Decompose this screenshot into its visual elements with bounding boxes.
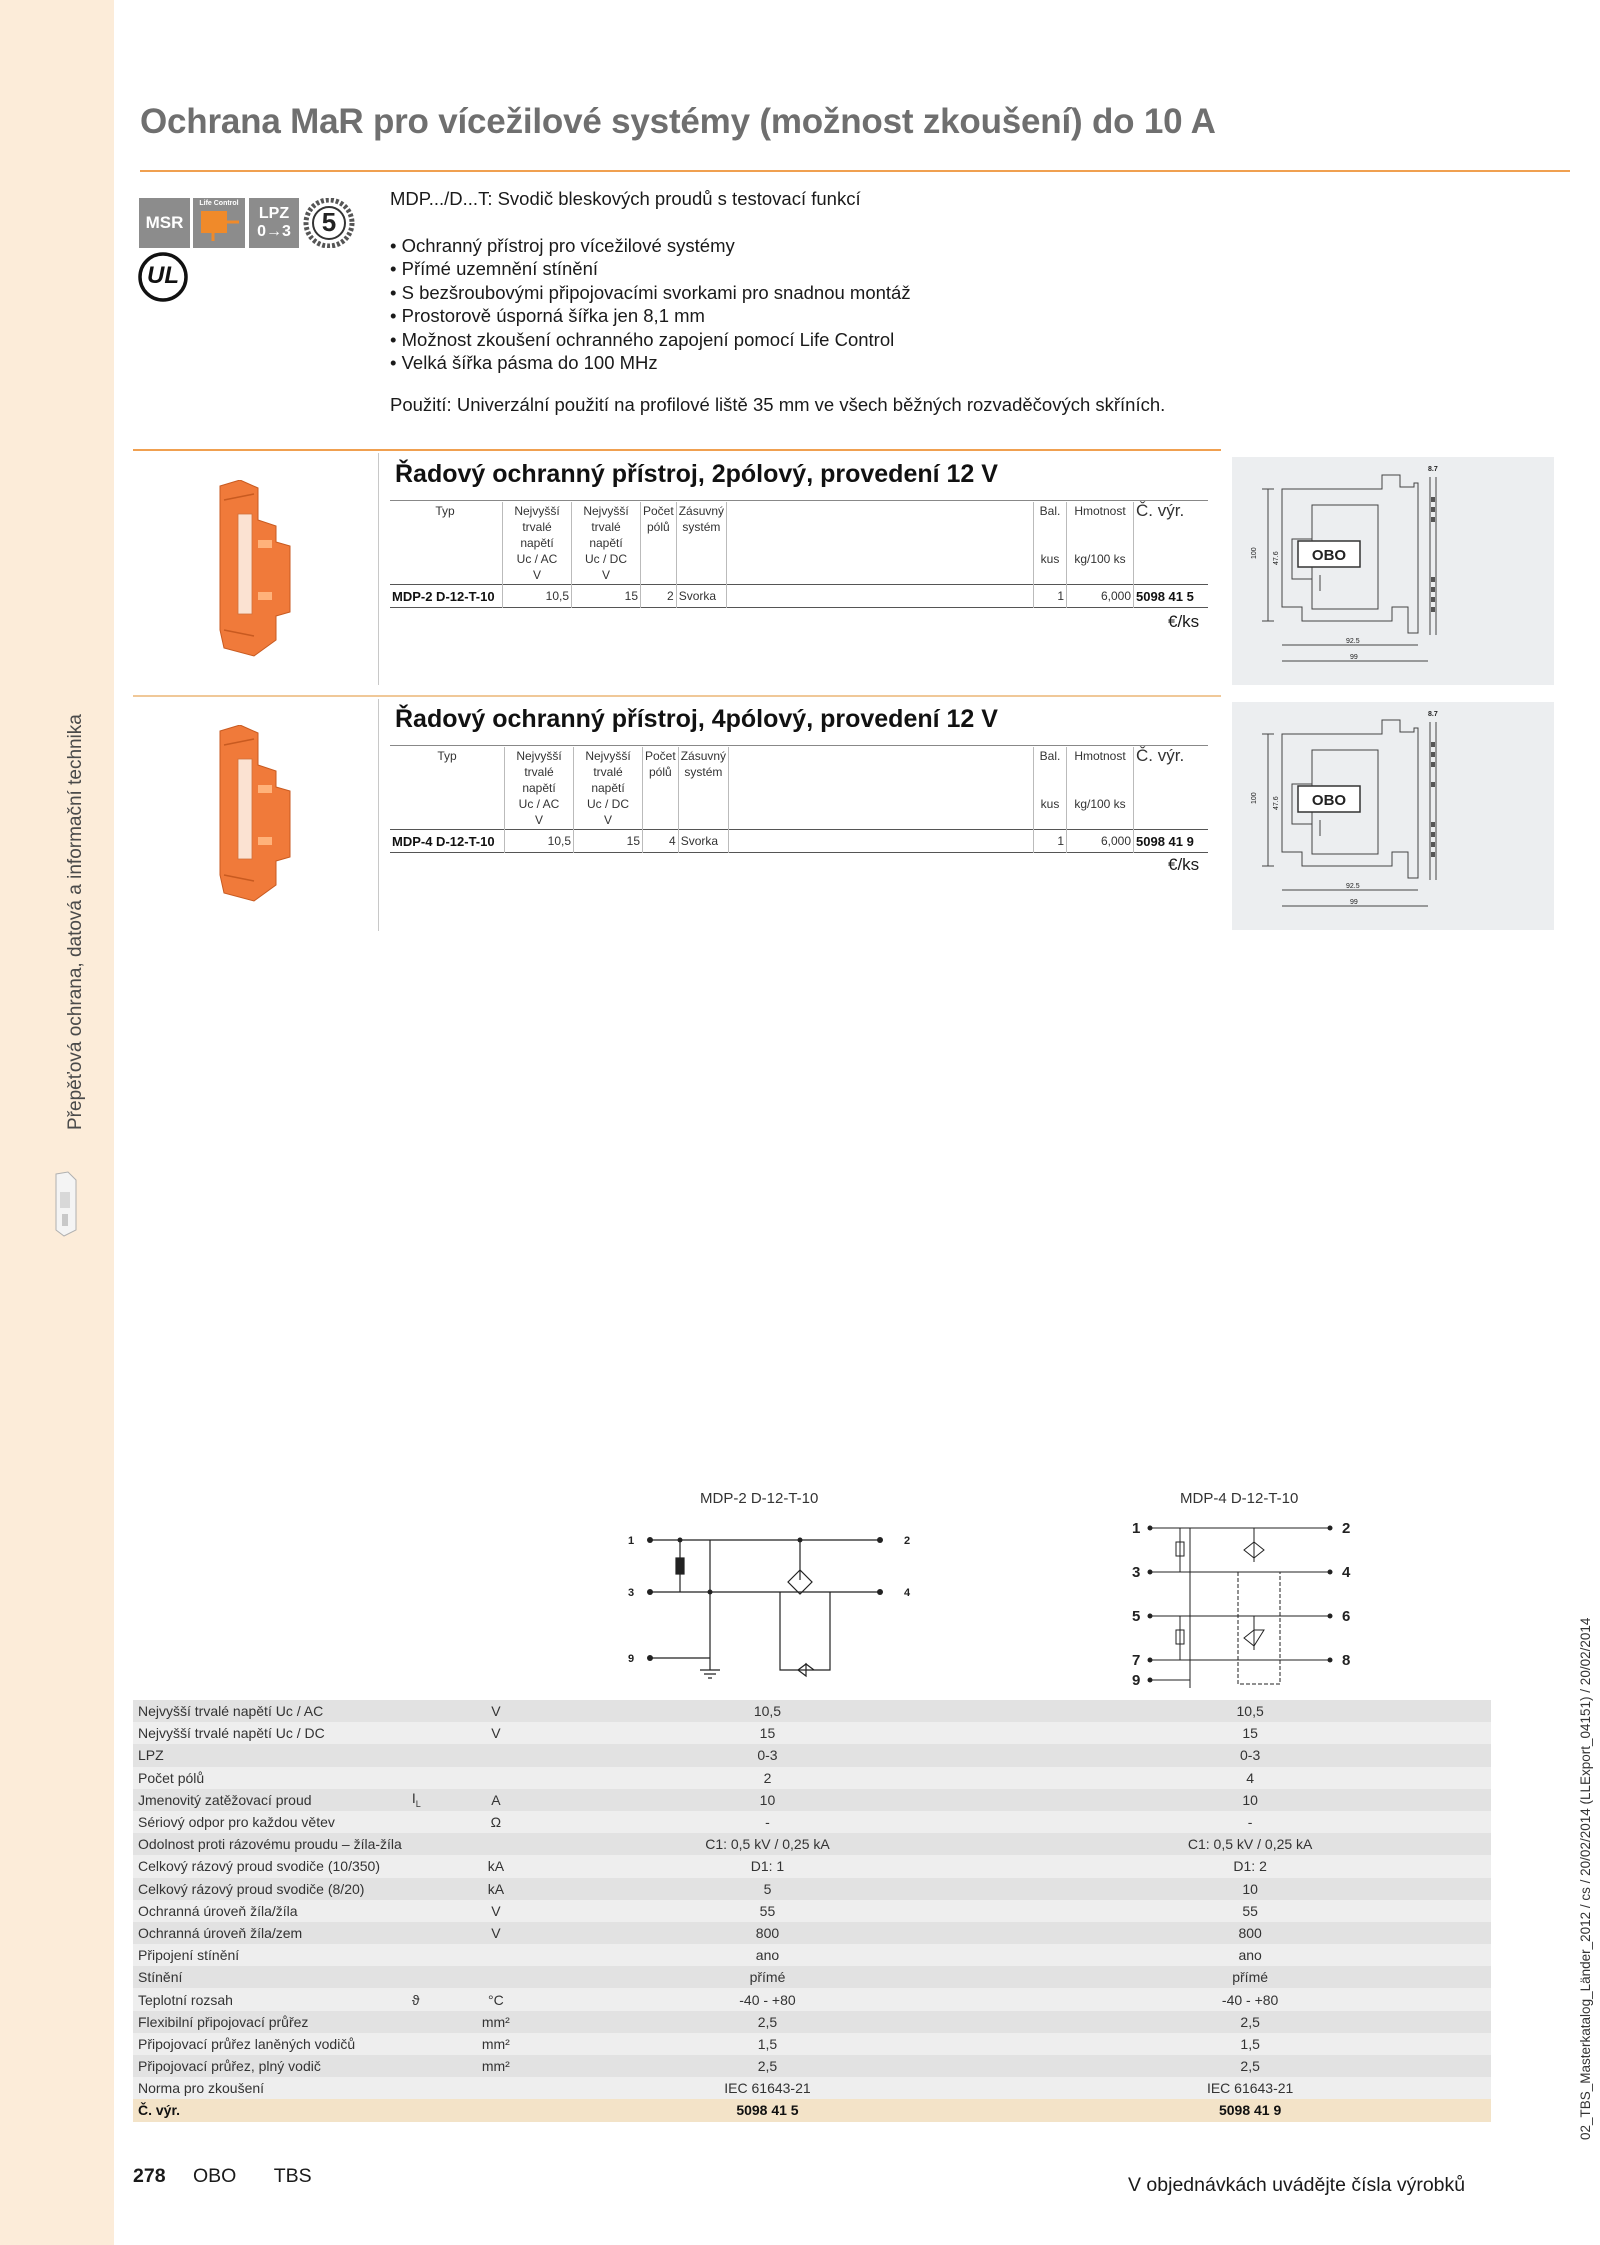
spec-value-mdp2: IEC 61643-21 <box>526 2077 1010 2099</box>
col-bal: Bal. kus <box>1034 502 1067 585</box>
section-divider <box>133 695 1221 697</box>
col-weight: Hmotnost kg/100 ks <box>1067 502 1134 585</box>
spec-label: Připojovací průřez laněných vodičů <box>133 2033 407 2055</box>
spec-value-mdp4: ano <box>1009 1944 1491 1966</box>
spec-label: Ochranná úroveň žíla/žíla <box>133 1900 407 1922</box>
product-bal: 1 <box>1034 585 1067 608</box>
pin-label: 4 <box>904 1587 911 1599</box>
spec-symbol <box>407 1922 466 1944</box>
spec-unit: V <box>466 1722 526 1744</box>
spec-row <box>133 1722 1491 1744</box>
spec-symbol <box>407 1767 466 1789</box>
spec-row <box>133 1744 1491 1766</box>
spec-value-mdp4: 2,5 <box>1009 2055 1491 2077</box>
spec-symbol <box>407 1966 466 1988</box>
pin-label: 9 <box>1132 1672 1141 1689</box>
spec-label: Flexibilní připojovací průřez <box>133 2011 407 2033</box>
pin-label: 2 <box>904 1535 911 1547</box>
spec-symbol <box>407 2077 466 2099</box>
module-thumbnail-icon <box>50 1170 80 1240</box>
spec-value-mdp4: 2,5 <box>1009 2011 1491 2033</box>
footer-left <box>133 2165 312 2188</box>
spec-unit: Ω <box>466 1811 526 1833</box>
ul-text: UL <box>147 262 179 289</box>
spec-label: Stínění <box>133 1966 407 1988</box>
spec-row <box>133 2033 1491 2055</box>
product-title: Řadový ochranný přístroj, 4pólový, provedení 12 V <box>395 705 998 733</box>
product-art-number: 5098 41 9 <box>1134 830 1209 853</box>
dimension-drawing-mdp2 <box>1232 457 1554 685</box>
life-control-badge-icon <box>193 198 245 248</box>
dim-width1: 92.5 <box>1346 638 1360 645</box>
spec-row <box>133 1855 1491 1877</box>
dim-width-top: 8.7 <box>1428 711 1438 718</box>
ul-certification-icon <box>137 251 189 303</box>
pin-label: 2 <box>1342 1520 1351 1537</box>
image-column-divider <box>378 453 379 685</box>
product-art-number: 5098 41 5 <box>1134 585 1209 608</box>
spec-row <box>133 1900 1491 1922</box>
spec-value-mdp2: C1: 0,5 kV / 0,25 kA <box>526 1833 1010 1855</box>
spec-row <box>133 1988 1491 2010</box>
spec-label: Celkový rázový proud svodiče (8/20) <box>133 1878 407 1900</box>
product-type: MDP-2 D-12-T-10 <box>392 588 495 604</box>
product-title: Řadový ochranný přístroj, 2pólový, provedení 12 V <box>395 460 998 488</box>
page-number: 278 <box>133 2165 166 2187</box>
spec-label: Teplotní rozsah <box>133 1988 407 2010</box>
msr-badge-text: MSR <box>145 213 184 232</box>
spec-value-mdp2: 0-3 <box>526 1744 1010 1766</box>
spec-value-mdp2: 800 <box>526 1922 1010 1944</box>
spec-label: Počet pólů <box>133 1767 407 1789</box>
product-weight: 6,000 <box>1067 585 1134 608</box>
col-uc-dc: Nejvyšší trvalé napětí Uc / DC V <box>572 502 641 585</box>
pin-label: 3 <box>628 1587 635 1599</box>
pin-label: 4 <box>1342 1564 1351 1581</box>
drawing-brand: OBO <box>1311 547 1347 564</box>
pin-label: 7 <box>1132 1652 1141 1669</box>
table-top-rule <box>390 500 1208 501</box>
product-image-mdp4 <box>210 725 300 905</box>
spec-unit <box>466 1767 526 1789</box>
col-typ: Typ <box>435 504 455 518</box>
spec-art-mdp4: 5098 41 9 <box>1009 2099 1491 2121</box>
product-uc-dc: 15 <box>572 585 641 608</box>
price-unit: €/ks <box>1168 855 1200 874</box>
spec-row <box>133 1944 1491 1966</box>
spec-symbol <box>407 1878 466 1900</box>
lpz-badge-icon <box>249 198 299 248</box>
product-bal: 1 <box>1034 830 1067 853</box>
col-plug: Zásuvný systém <box>678 747 728 830</box>
pin-label: 1 <box>1132 1520 1141 1537</box>
spec-unit: mm² <box>466 2055 526 2077</box>
drawing-brand: OBO <box>1311 792 1347 809</box>
spec-label: Nejvyšší trvalé napětí Uc / AC <box>133 1700 407 1722</box>
lpz-range-text: 0→3 <box>257 223 291 240</box>
col-poles: Počet pólů <box>643 747 679 830</box>
sidebar <box>0 0 114 2245</box>
spec-label: Připojení stínění <box>133 1944 407 1966</box>
product-plug: Svorka <box>676 585 726 608</box>
feature-bullet: • Velká šířka pásma do 100 MHz <box>390 352 658 373</box>
spec-label: Připojovací průřez, plný vodič <box>133 2055 407 2077</box>
spec-art-mdp2: 5098 41 5 <box>526 2099 1010 2121</box>
spec-value-mdp4: 1,5 <box>1009 2033 1491 2055</box>
spec-symbol <box>407 1944 466 1966</box>
usage-text: Použití: Univerzální použití na profilové liště 35 mm ve všech běžných rozvaděčových skříních. <box>390 393 1166 415</box>
spec-value-mdp4: přímé <box>1009 1966 1491 1988</box>
dim-width2: 99 <box>1350 654 1358 661</box>
product-weight: 6,000 <box>1067 830 1134 853</box>
spec-unit: kA <box>466 1878 526 1900</box>
image-column-divider <box>378 699 379 931</box>
dim-width-top: 8.7 <box>1428 466 1438 473</box>
catalog-export-code: 02_TBS_Masterkatalog_Länder_2012 / cs / 20/02/2014 (LLExport_04151) / 20/02/2014 <box>1578 1617 1593 2140</box>
col-weight: Hmotnost kg/100 ks <box>1067 747 1134 830</box>
spec-label: LPZ <box>133 1744 407 1766</box>
col-uc-dc: Nejvyšší trvalé napětí Uc / DC V <box>574 747 643 830</box>
spec-unit: mm² <box>466 2033 526 2055</box>
spec-row <box>133 1811 1491 1833</box>
spec-label: Celkový rázový proud svodiče (10/350) <box>133 1855 407 1877</box>
price-unit: €/ks <box>1168 612 1200 631</box>
spec-value-mdp4: 800 <box>1009 1922 1491 1944</box>
spec-symbol <box>407 1700 466 1722</box>
spec-value-mdp4: 55 <box>1009 1900 1491 1922</box>
spec-value-mdp4: - <box>1009 1811 1491 1833</box>
spec-value-mdp2: 2,5 <box>526 2055 1010 2077</box>
pin-label: 5 <box>1132 1608 1141 1625</box>
schematic-title: MDP-4 D-12-T-10 <box>1180 1490 1299 1507</box>
spec-label: Nejvyšší trvalé napětí Uc / DC <box>133 1722 407 1744</box>
spec-value-mdp2: 1,5 <box>526 2033 1010 2055</box>
spec-symbol <box>407 2055 466 2077</box>
col-art: Č. výr. <box>1134 502 1209 585</box>
lpz-badge-text: LPZ <box>258 205 290 222</box>
spec-symbol <box>407 1744 466 1766</box>
spec-value-mdp2: D1: 1 <box>526 1855 1010 1877</box>
page-title: Ochrana MaR pro vícežilové systémy (možnost zkoušení) do 10 A <box>140 102 1216 141</box>
spec-unit: V <box>466 1900 526 1922</box>
dim-height: 100 <box>1251 792 1258 804</box>
dim-height: 100 <box>1251 547 1258 559</box>
title-divider <box>140 170 1570 172</box>
feature-bullet: • Možnost zkoušení ochranného zapojení pomocí Life Control <box>390 328 895 350</box>
feature-bullet: • Přímé uzemnění stínění <box>390 258 599 279</box>
schematic-mdp4 <box>1130 1508 1360 1693</box>
five-year-warranty-icon <box>303 198 355 248</box>
spec-symbol <box>407 2011 466 2033</box>
spec-value-mdp4: 4 <box>1009 1767 1491 1789</box>
life-control-badge-text: Life Control <box>199 200 239 207</box>
spec-symbol <box>407 1833 466 1855</box>
pin-label: 3 <box>1132 1564 1141 1581</box>
footer-division: TBS <box>273 2165 312 2187</box>
spec-value-mdp4: 10,5 <box>1009 1700 1491 1722</box>
spec-value-mdp2: ano <box>526 1944 1010 1966</box>
warranty-number: 5 <box>321 207 337 237</box>
product-poles: 4 <box>643 830 679 853</box>
spec-value-mdp2: -40 - +80 <box>526 1988 1010 2010</box>
spec-value-mdp2: 10,5 <box>526 1700 1010 1722</box>
spec-unit <box>466 1966 526 1988</box>
spec-symbol <box>407 1811 466 1833</box>
product-plug: Svorka <box>678 830 728 853</box>
spec-value-mdp2: 10 <box>526 1789 1010 1811</box>
dim-inner: 47.6 <box>1273 551 1280 565</box>
pin-label: 6 <box>1342 1608 1351 1625</box>
spec-unit: kA <box>466 1855 526 1877</box>
feature-bullet: • Ochranný přístroj pro vícežilové systémy <box>390 234 735 256</box>
dim-width1: 92.5 <box>1346 883 1360 890</box>
spec-label: Ochranná úroveň žíla/zem <box>133 1922 407 1944</box>
technical-data-table <box>133 1700 1491 2122</box>
spec-unit <box>466 1833 526 1855</box>
col-poles: Počet pólů <box>641 502 677 585</box>
pin-label: 8 <box>1342 1652 1351 1669</box>
dim-inner: 47.6 <box>1273 796 1280 810</box>
section-divider <box>133 449 1221 451</box>
intro-heading: MDP.../D...T: Svodič bleskových proudů s testovací funkcí <box>390 188 861 209</box>
spec-label: Č. výr. <box>133 2099 407 2121</box>
spec-value-mdp2: 2,5 <box>526 2011 1010 2033</box>
spec-row <box>133 1966 1491 1988</box>
spec-label: Sériový odpor pro každou větev <box>133 1811 407 1833</box>
col-bal: Bal. kus <box>1034 747 1067 830</box>
spec-value-mdp2: 55 <box>526 1900 1010 1922</box>
spec-unit <box>466 1744 526 1766</box>
pin-label: 1 <box>628 1535 635 1547</box>
product-uc-ac: 10,5 <box>505 830 574 853</box>
spec-symbol <box>407 1722 466 1744</box>
product-poles: 2 <box>641 585 677 608</box>
spec-unit: °C <box>466 1988 526 2010</box>
spec-unit: A <box>466 1789 526 1811</box>
spec-symbol: $I_L$ <box>407 1789 466 1811</box>
footer-brand: OBO <box>192 2165 237 2187</box>
feature-bullet: • S bezšroubovými připojovacími svorkami pro snadnou montáž <box>390 281 911 303</box>
spec-value-mdp2: 15 <box>526 1722 1010 1744</box>
spec-symbol <box>407 1900 466 1922</box>
dimension-drawing-mdp4 <box>1232 702 1554 930</box>
spec-value-mdp4: C1: 0,5 kV / 0,25 kA <box>1009 1833 1491 1855</box>
spec-unit <box>466 2077 526 2099</box>
spec-row <box>133 1700 1491 1722</box>
spec-row <box>133 1767 1491 1789</box>
spec-symbol <box>407 1855 466 1877</box>
spec-row <box>133 2055 1491 2077</box>
col-plug: Zásuvný systém <box>676 502 726 585</box>
product-uc-ac: 10,5 <box>503 585 572 608</box>
spec-row <box>133 1833 1491 1855</box>
msr-badge-icon <box>139 198 190 248</box>
spec-row <box>133 1922 1491 1944</box>
col-typ: Typ <box>437 749 457 763</box>
sidebar-category-label: Přepěťová ochrana, datová a informační technika <box>65 714 86 1130</box>
spec-label: Jmenovitý zatěžovací proud <box>133 1789 407 1811</box>
life-control-symbol-icon <box>193 207 245 245</box>
spec-row <box>133 1878 1491 1900</box>
pin-label: 9 <box>628 1653 635 1665</box>
spec-value-mdp2: - <box>526 1811 1010 1833</box>
product-uc-dc: 15 <box>574 830 643 853</box>
col-art: Č. výr. <box>1134 747 1209 830</box>
dim-width2: 99 <box>1350 899 1358 906</box>
spec-row <box>133 2011 1491 2033</box>
spec-value-mdp4: 10 <box>1009 1789 1491 1811</box>
spec-value-mdp4: D1: 2 <box>1009 1855 1491 1877</box>
spec-row <box>133 1789 1491 1811</box>
footer-note: V objednávkách uvádějte čísla výrobků <box>1128 2174 1466 2196</box>
spec-symbol: ϑ <box>407 1988 466 2010</box>
product-table <box>390 502 1208 608</box>
spec-unit: mm² <box>466 2011 526 2033</box>
spec-value-mdp2: 5 <box>526 1878 1010 1900</box>
spec-value-mdp2: přímé <box>526 1966 1010 1988</box>
spec-value-mdp2: 2 <box>526 1767 1010 1789</box>
schematic-title: MDP-2 D-12-T-10 <box>700 1490 819 1507</box>
spec-label: Odolnost proti rázovému proudu – žíla-žíla <box>133 1833 407 1855</box>
spec-unit: V <box>466 1922 526 1944</box>
spec-unit: V <box>466 1700 526 1722</box>
intro-text <box>390 187 1250 416</box>
spec-value-mdp4: IEC 61643-21 <box>1009 2077 1491 2099</box>
col-uc-ac: Nejvyšší trvalé napětí Uc / AC V <box>505 747 574 830</box>
spec-value-mdp4: 15 <box>1009 1722 1491 1744</box>
spec-row <box>133 2077 1491 2099</box>
spec-label: Norma pro zkoušení <box>133 2077 407 2099</box>
spec-value-mdp4: 0-3 <box>1009 1744 1491 1766</box>
product-type: MDP-4 D-12-T-10 <box>392 833 495 849</box>
schematic-mdp2 <box>620 1510 920 1685</box>
product-image-mdp2 <box>210 480 300 660</box>
table-top-rule <box>390 745 1208 746</box>
col-uc-ac: Nejvyšší trvalé napětí Uc / AC V <box>503 502 572 585</box>
spec-unit <box>466 1944 526 1966</box>
spec-row-art-number <box>133 2099 1491 2121</box>
spec-value-mdp4: 10 <box>1009 1878 1491 1900</box>
spec-symbol <box>407 2033 466 2055</box>
spec-value-mdp4: -40 - +80 <box>1009 1988 1491 2010</box>
feature-bullet: • Prostorově úsporná šířka jen 8,1 mm <box>390 305 705 326</box>
product-table <box>390 747 1208 853</box>
